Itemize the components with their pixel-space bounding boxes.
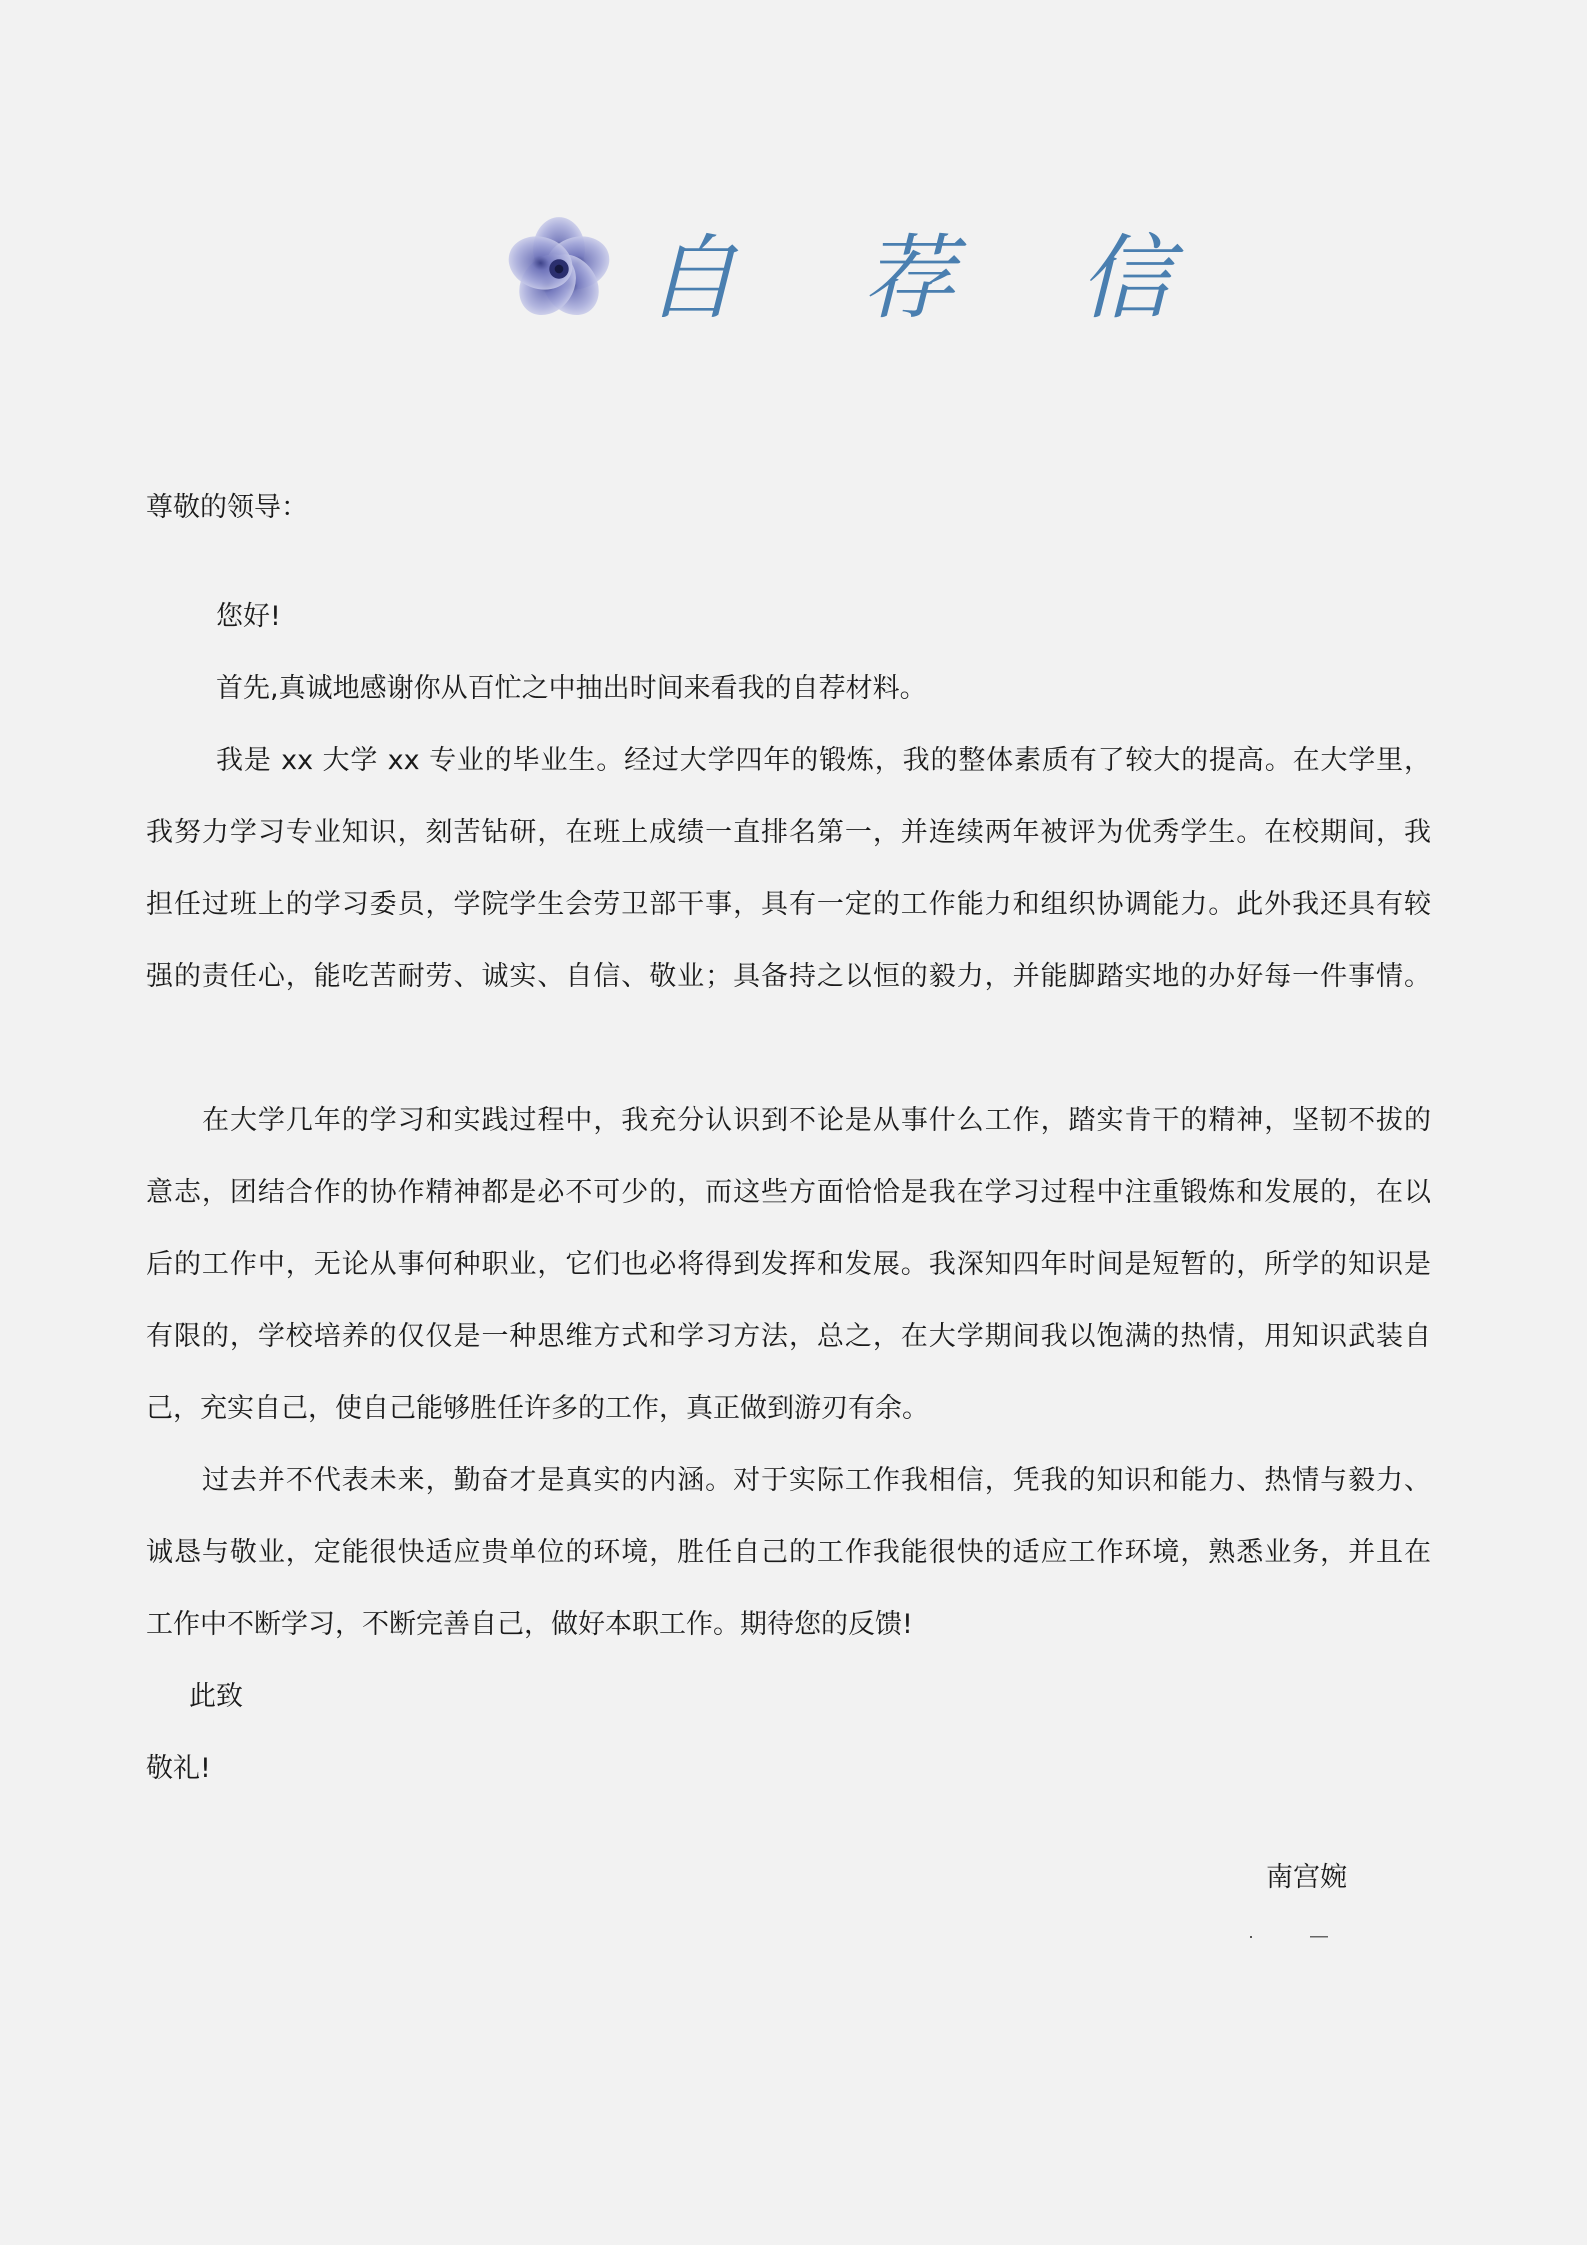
title-block	[505, 205, 1220, 355]
signature-name: 南宫婉	[1266, 1862, 1347, 1893]
paragraph-1-line: 强的责任心，能吃苦耐劳、诚实、自信、敬业；具备持之以恒的毅力，并能脚踏实地的办好每一件事情。	[146, 961, 1431, 992]
greeting: 您好!	[216, 601, 281, 632]
paragraph-2-line: 有限的，学校培养的仅仅是一种思维方式和学习方法，总之，在大学期间我以饱满的热情，用知识武装自	[146, 1321, 1431, 1352]
paragraph-2-line: 后的工作中，无论从事何种职业，它们也必将得到发挥和发展。我深知四年时间是短暂的，所学的知识是	[146, 1249, 1431, 1280]
paragraph-3-line: 诚恳与敬业，定能很快适应贵单位的环境，胜任自己的工作我能很快的适应工作环境，熟悉业务，并且在	[146, 1537, 1431, 1568]
salutation: 尊敬的领导：	[146, 492, 308, 523]
paragraph-2-line: 意志，团结合作的协作精神都是必不可少的，而这些方面恰恰是我在学习过程中注重锻炼和发展的，在以	[146, 1177, 1431, 1208]
paragraph-3-line: 工作中不断学习，不断完善自己，做好本职工作。期待您的反馈!	[146, 1609, 913, 1640]
intro-paragraph: 首先,真诚地感谢你从百忙之中抽出时间来看我的自荐材料。	[216, 673, 927, 704]
date-marks	[1250, 1934, 1330, 1940]
paragraph-3-line: 过去并不代表未来，勤奋才是真实的内涵。对于实际工作我相信，凭我的知识和能力、热情与毅力、	[202, 1465, 1431, 1496]
closing-line-2: 敬礼!	[146, 1753, 211, 1784]
paragraph-2-line: 己，充实自己，使自己能够胜任许多的工作，真正做到游刃有余。	[146, 1393, 929, 1424]
page-title: 自 荐 信	[645, 225, 1220, 332]
flower-icon	[505, 215, 613, 323]
paragraph-2-line: 在大学几年的学习和实践过程中，我充分认识到不论是从事什么工作，踏实肯干的精神，坚韧不拔的	[202, 1105, 1431, 1136]
closing-line-1: 此致	[189, 1681, 243, 1712]
paragraph-1-line: 我努力学习专业知识，刻苦钻研，在班上成绩一直排名第一，并连续两年被评为优秀学生。在校期间，我	[146, 817, 1431, 848]
paragraph-1-line: 我是 xx 大学 xx 专业的毕业生。经过大学四年的锻炼，我的整体素质有了较大的提高。在大学里，	[216, 745, 1431, 776]
paragraph-1-line: 担任过班上的学习委员，学院学生会劳卫部干事，具有一定的工作能力和组织协调能力。此外我还具有较	[146, 889, 1431, 920]
